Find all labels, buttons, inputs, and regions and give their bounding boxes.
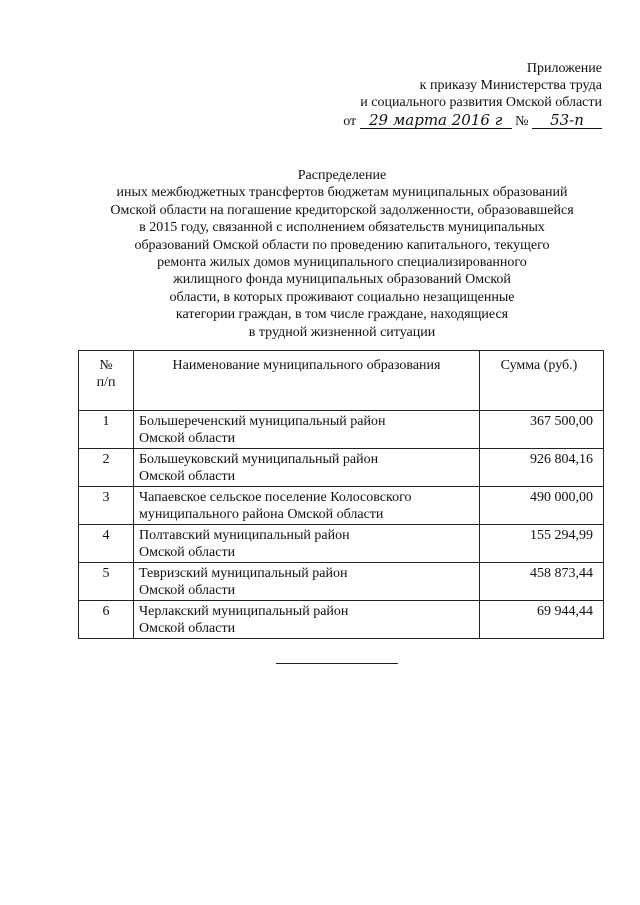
row-name-line2: Омской области [139, 431, 236, 446]
header-number-sign: № [99, 358, 113, 373]
table-row [79, 411, 604, 449]
row-name-line2: муниципального района Омской области [139, 507, 384, 522]
row-number: 4 [79, 525, 134, 563]
row-name-line2: Омской области [139, 545, 236, 560]
end-divider-line [276, 663, 398, 664]
row-name-line1: Большереченский муниципальный район [139, 414, 386, 429]
document-heading [80, 167, 604, 341]
heading-line: в трудной жизненной ситуации [248, 324, 436, 340]
row-name [134, 601, 480, 639]
row-name [134, 411, 480, 449]
handwritten-number: 53-п [532, 112, 602, 129]
row-sum: 926 804,16 [480, 449, 604, 487]
header-number-pp: п/п [96, 375, 116, 390]
distribution-table [78, 350, 604, 639]
table-row [79, 563, 604, 601]
row-sum: 367 500,00 [480, 411, 604, 449]
heading-line: жилищного фонда муниципальных образований Омской [173, 272, 511, 288]
row-name-line1: Чапаевское сельское поселение Колосовского [139, 490, 412, 505]
row-sum: 155 294,99 [480, 525, 604, 563]
handwritten-date: 29 марта 2016 г [360, 112, 512, 129]
heading-line: Омской области на погашение кредиторской задолженности, образовавшейся [110, 202, 574, 218]
row-name [134, 449, 480, 487]
row-name-line2: Омской области [139, 621, 236, 636]
appendix-ministry: и социального развития Омской области [360, 95, 602, 110]
table-row [79, 601, 604, 639]
heading-line: иных межбюджетных трансфертов бюджетам муниципальных образований [116, 185, 568, 201]
row-name-line1: Черлакский муниципальный район [139, 604, 349, 619]
heading-line: категории граждан, в том числе граждане, находящиеся [175, 307, 509, 323]
heading-line: образований Омской области по проведению капитального, текущего [134, 237, 550, 253]
heading-line: ремонта жилых домов муниципального специализированного [157, 255, 527, 271]
row-sum: 458 873,44 [480, 563, 604, 601]
row-number: 1 [79, 411, 134, 449]
header-sum: Сумма (руб.) [480, 351, 604, 411]
heading-title: Распределение [297, 168, 387, 183]
row-name-line1: Полтавский муниципальный район [139, 528, 350, 543]
appendix-block [343, 60, 602, 130]
row-name [134, 487, 480, 525]
header-number [79, 351, 134, 411]
row-sum: 490 000,00 [480, 487, 604, 525]
table-header-row [79, 351, 604, 411]
heading-line: в 2015 году, связанной с исполнением обязательств муниципальных [139, 220, 545, 236]
row-name-line1: Большеуковский муниципальный район [139, 452, 379, 467]
row-name-line1: Тевризский муниципальный район [139, 566, 348, 581]
appendix-date-row [343, 112, 602, 130]
header-name: Наименование муниципального образования [134, 351, 480, 411]
date-prefix: от [343, 114, 357, 129]
row-name [134, 563, 480, 601]
row-sum: 69 944,44 [480, 601, 604, 639]
table-row [79, 487, 604, 525]
row-number: 6 [79, 601, 134, 639]
table-row [79, 449, 604, 487]
table-row [79, 525, 604, 563]
appendix-order-ref: к приказу Министерства труда [419, 78, 602, 93]
appendix-title: Приложение [526, 61, 602, 76]
heading-line: области, в которых проживают социально незащищенные [169, 289, 515, 305]
number-sign: № [515, 114, 529, 129]
row-number: 2 [79, 449, 134, 487]
row-name [134, 525, 480, 563]
row-name-line2: Омской области [139, 469, 236, 484]
row-number: 3 [79, 487, 134, 525]
row-name-line2: Омской области [139, 583, 236, 598]
row-number: 5 [79, 563, 134, 601]
